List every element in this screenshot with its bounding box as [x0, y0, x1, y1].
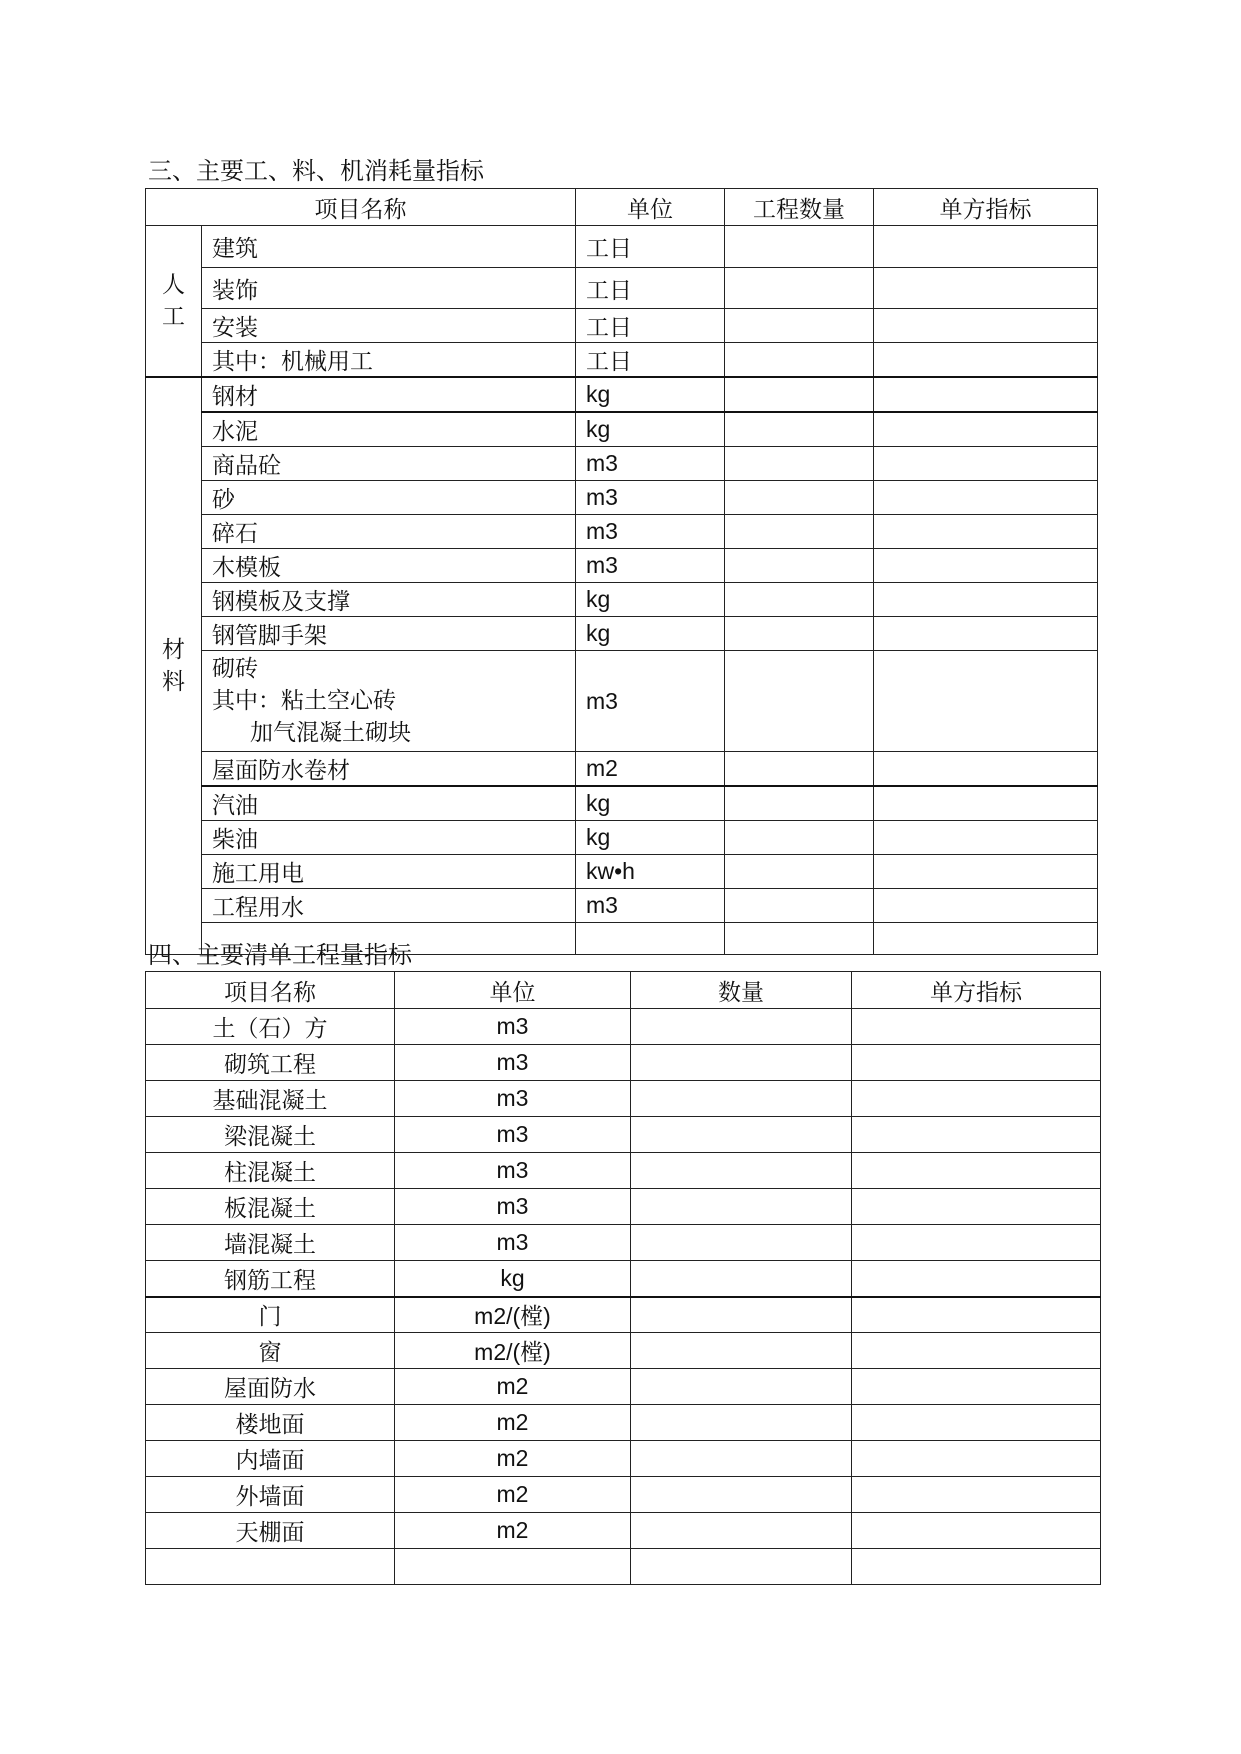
row-quantity: [631, 1153, 852, 1189]
table-row: [146, 855, 1098, 889]
table-row: [146, 821, 1098, 855]
row-index: [852, 1405, 1101, 1441]
row-name: 钢筋工程: [146, 1261, 395, 1297]
row-unit: kg: [576, 583, 725, 617]
row-unit: m2/(樘): [395, 1333, 631, 1369]
table-row: [146, 1225, 1101, 1261]
category-materials-label: 材 料: [162, 637, 185, 695]
row-quantity: [631, 1549, 852, 1585]
row-name: 钢模板及支撑: [202, 583, 576, 617]
table-row: [146, 309, 1098, 343]
row-unit: m2: [395, 1513, 631, 1549]
row-unit: kg: [576, 412, 725, 447]
row-name: 钢材: [202, 377, 576, 412]
row-name: 门: [146, 1297, 395, 1333]
table-row: [146, 752, 1098, 787]
row-quantity: [631, 1441, 852, 1477]
row-name: 板混凝土: [146, 1189, 395, 1225]
row-quantity: [725, 343, 874, 378]
row-name: 工程用水: [202, 889, 576, 923]
row-index: [874, 412, 1098, 447]
row-index: [874, 889, 1098, 923]
row-index: [852, 1333, 1101, 1369]
row-index: [852, 1549, 1101, 1585]
row-quantity: [725, 583, 874, 617]
row-index: [852, 1153, 1101, 1189]
table-row: [146, 1297, 1101, 1333]
table-row: [146, 786, 1098, 821]
table-header-row: [146, 189, 1098, 226]
row-index: [852, 1045, 1101, 1081]
row-unit: m3: [576, 651, 725, 752]
table-row: [146, 377, 1098, 412]
row-unit: m3: [576, 447, 725, 481]
row-unit: 工日: [576, 309, 725, 343]
row-quantity: [631, 1297, 852, 1333]
row-name: 外墙面: [146, 1477, 395, 1513]
row-name: 装饰: [202, 268, 576, 309]
row-unit: m3: [395, 1225, 631, 1261]
row-unit: m3: [395, 1189, 631, 1225]
row-name: 砌筑工程: [146, 1045, 395, 1081]
row-index: [852, 1009, 1101, 1045]
table-row: [146, 1153, 1101, 1189]
row-name-line: 加气混凝土砌块: [250, 720, 411, 746]
category-materials: [146, 377, 202, 955]
category-labor: [146, 226, 202, 378]
row-unit: m2: [576, 752, 725, 787]
table-row: [146, 1081, 1101, 1117]
row-quantity: [725, 651, 874, 752]
row-unit: m3: [395, 1153, 631, 1189]
row-quantity: [631, 1009, 852, 1045]
row-quantity: [631, 1225, 852, 1261]
row-name-line: 其中：粘土空心砖: [212, 688, 396, 714]
table-row: [146, 1441, 1101, 1477]
table-row: [146, 1405, 1101, 1441]
row-quantity: [631, 1117, 852, 1153]
header-unit: 单位: [395, 972, 631, 1009]
row-quantity: [725, 268, 874, 309]
row-quantity: [725, 786, 874, 821]
table-row: [146, 268, 1098, 309]
row-unit: m2: [395, 1441, 631, 1477]
row-name: 木模板: [202, 549, 576, 583]
row-name: 窗: [146, 1333, 395, 1369]
row-index: [874, 855, 1098, 889]
table-row: [146, 1369, 1101, 1405]
table-header-row: [146, 972, 1101, 1009]
row-index: [874, 821, 1098, 855]
row-index: [874, 226, 1098, 268]
row-unit: kg: [576, 786, 725, 821]
row-quantity: [631, 1405, 852, 1441]
header-item-name: 项目名称: [146, 972, 395, 1009]
row-name: 商品砼: [202, 447, 576, 481]
table-row: [146, 1261, 1101, 1297]
table-row: [146, 1477, 1101, 1513]
table-row: [146, 1189, 1101, 1225]
row-name: 屋面防水: [146, 1369, 395, 1405]
row-quantity: [725, 617, 874, 651]
header-unit-index: 单方指标: [852, 972, 1101, 1009]
row-index: [874, 752, 1098, 787]
row-unit: kg: [395, 1261, 631, 1297]
row-index: [874, 309, 1098, 343]
table-row: [146, 617, 1098, 651]
table-row: [146, 1513, 1101, 1549]
table-row: [146, 226, 1098, 268]
table-row: [146, 549, 1098, 583]
row-name: 钢管脚手架: [202, 617, 576, 651]
row-unit: [576, 923, 725, 955]
row-index: [874, 481, 1098, 515]
row-name: 墙混凝土: [146, 1225, 395, 1261]
row-quantity: [725, 889, 874, 923]
row-quantity: [725, 821, 874, 855]
row-name: 柴油: [202, 821, 576, 855]
row-quantity: [631, 1477, 852, 1513]
row-index: [874, 923, 1098, 955]
row-quantity: [725, 447, 874, 481]
section4-title: 四、主要清单工程量指标: [148, 941, 412, 969]
row-unit: kg: [576, 617, 725, 651]
row-unit: 工日: [576, 226, 725, 268]
row-index: [852, 1189, 1101, 1225]
row-name: 柱混凝土: [146, 1153, 395, 1189]
row-unit: m3: [576, 481, 725, 515]
row-index: [852, 1081, 1101, 1117]
row-unit: m3: [395, 1009, 631, 1045]
row-index: [874, 377, 1098, 412]
row-name-line: 砌砖: [212, 656, 258, 682]
header-item-name: 项目名称: [146, 189, 576, 226]
table-row: [146, 1045, 1101, 1081]
table-row: [146, 1117, 1101, 1153]
row-quantity: [631, 1189, 852, 1225]
table-row: [146, 412, 1098, 447]
row-unit: kw•h: [576, 855, 725, 889]
row-name: 土（石）方: [146, 1009, 395, 1045]
row-quantity: [631, 1333, 852, 1369]
row-name: 屋面防水卷材: [202, 752, 576, 787]
row-quantity: [725, 549, 874, 583]
row-name: 汽油: [202, 786, 576, 821]
section3-title: 三、主要工、料、机消耗量指标: [148, 157, 484, 185]
row-unit: m2: [395, 1405, 631, 1441]
row-index: [852, 1369, 1101, 1405]
table-row: [146, 889, 1098, 923]
row-name: 砂: [202, 481, 576, 515]
row-quantity: [725, 481, 874, 515]
row-name: 其中：机械用工: [202, 343, 576, 378]
row-name: 基础混凝土: [146, 1081, 395, 1117]
row-index: [852, 1117, 1101, 1153]
row-quantity: [631, 1045, 852, 1081]
row-unit: kg: [576, 377, 725, 412]
row-name: 建筑: [202, 226, 576, 268]
row-unit: m2/(樘): [395, 1297, 631, 1333]
row-index: [852, 1477, 1101, 1513]
row-unit: m2: [395, 1369, 631, 1405]
row-quantity: [631, 1513, 852, 1549]
row-quantity: [631, 1081, 852, 1117]
row-quantity: [725, 923, 874, 955]
table-row: [146, 583, 1098, 617]
row-index: [874, 343, 1098, 378]
table-row: [146, 651, 1098, 752]
row-unit: m3: [576, 515, 725, 549]
row-index: [852, 1297, 1101, 1333]
row-name: 楼地面: [146, 1405, 395, 1441]
bill-quantity-table: [145, 971, 1101, 1585]
header-unit: 单位: [576, 189, 725, 226]
row-quantity: [725, 752, 874, 787]
category-labor-label: 人 工: [162, 272, 185, 330]
row-index: [874, 447, 1098, 481]
header-quantity: 数量: [631, 972, 852, 1009]
row-index: [852, 1441, 1101, 1477]
row-index: [874, 786, 1098, 821]
consumption-table: [145, 188, 1098, 955]
row-index: [852, 1261, 1101, 1297]
row-index: [852, 1513, 1101, 1549]
row-quantity: [725, 412, 874, 447]
row-quantity: [725, 226, 874, 268]
row-quantity: [631, 1369, 852, 1405]
row-name: 天棚面: [146, 1513, 395, 1549]
row-unit: m3: [395, 1081, 631, 1117]
header-quantity: 工程数量: [725, 189, 874, 226]
table-row: [146, 1333, 1101, 1369]
row-index: [874, 583, 1098, 617]
row-quantity: [725, 309, 874, 343]
row-name: 水泥: [202, 412, 576, 447]
table-row: [146, 343, 1098, 378]
row-unit: m2: [395, 1477, 631, 1513]
row-unit: 工日: [576, 268, 725, 309]
table-row: [146, 1009, 1101, 1045]
row-index: [874, 617, 1098, 651]
row-quantity: [631, 1261, 852, 1297]
row-name: 碎石: [202, 515, 576, 549]
row-unit: [395, 1549, 631, 1585]
row-name: [146, 1549, 395, 1585]
row-name: 梁混凝土: [146, 1117, 395, 1153]
table-row: [146, 481, 1098, 515]
row-quantity: [725, 515, 874, 549]
table-row: [146, 447, 1098, 481]
row-index: [874, 268, 1098, 309]
row-name-multiline: [202, 651, 576, 752]
row-index: [874, 651, 1098, 752]
row-unit: kg: [576, 821, 725, 855]
table-row: [146, 1549, 1101, 1585]
row-quantity: [725, 377, 874, 412]
header-unit-index: 单方指标: [874, 189, 1098, 226]
row-name: 施工用电: [202, 855, 576, 889]
table-row: [146, 515, 1098, 549]
row-quantity: [725, 855, 874, 889]
row-unit: m3: [395, 1045, 631, 1081]
row-unit: m3: [576, 549, 725, 583]
row-index: [852, 1225, 1101, 1261]
row-index: [874, 515, 1098, 549]
row-unit: m3: [576, 889, 725, 923]
row-index: [874, 549, 1098, 583]
row-unit: m3: [395, 1117, 631, 1153]
row-name: 安装: [202, 309, 576, 343]
row-unit: 工日: [576, 343, 725, 378]
row-name: 内墙面: [146, 1441, 395, 1477]
